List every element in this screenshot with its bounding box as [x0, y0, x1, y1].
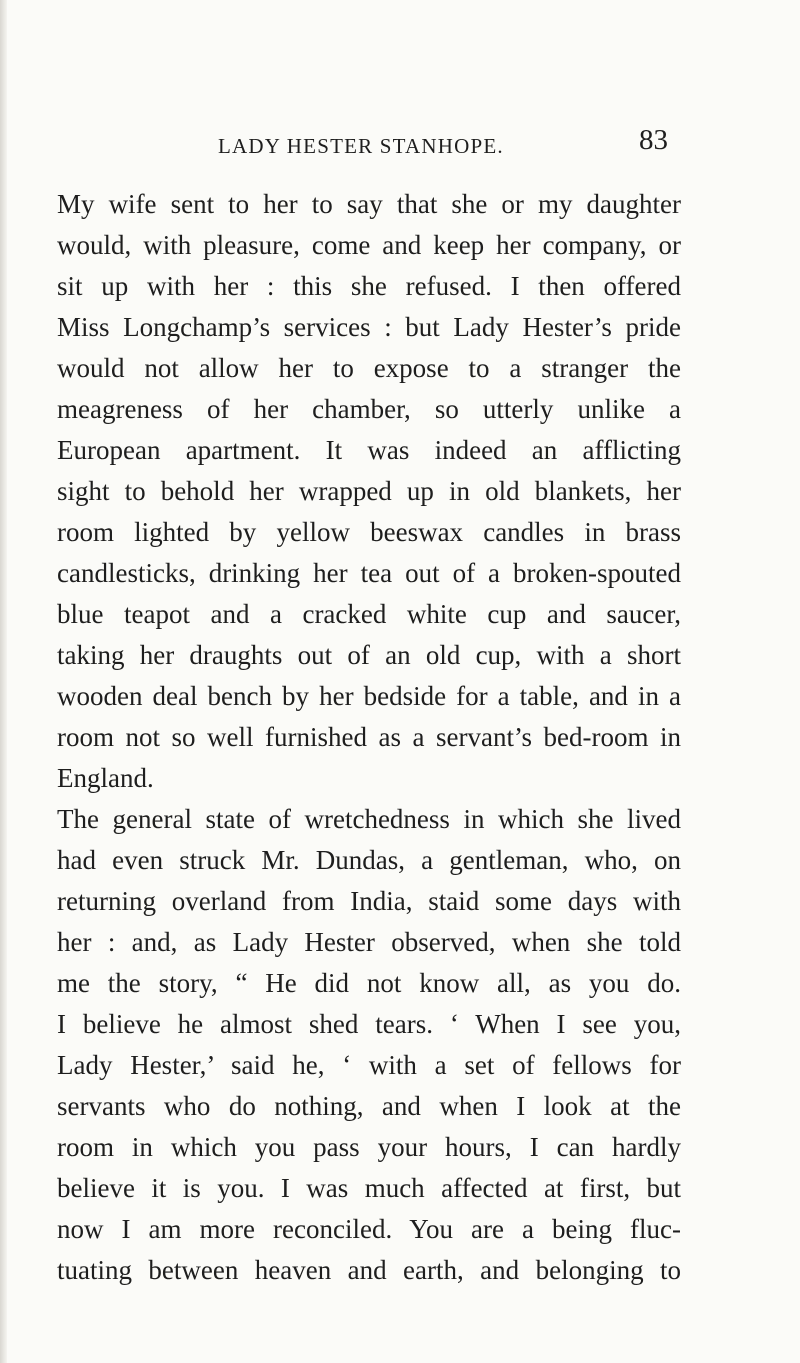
text-line: room not so well furnished as a servant’s bed-room in: [57, 722, 681, 752]
text-line: European apartment. It was indeed an afflicting: [57, 435, 681, 465]
page-number: 83: [639, 124, 668, 156]
text-line: sight to behold her wrapped up in old blankets, her: [57, 476, 681, 506]
text-line: candlesticks, drinking her tea out of a broken-spouted: [57, 558, 681, 588]
text-line: wooden deal bench by her bedside for a table, and in a: [57, 681, 681, 711]
text-line: taking her draughts out of an old cup, with a short: [57, 640, 681, 670]
text-line: blue teapot and a cracked white cup and saucer,: [57, 599, 681, 629]
text-line: Miss Longchamp’s services : but Lady Hester’s pride: [57, 312, 681, 342]
text-line: had even struck Mr. Dundas, a gentleman, who, on: [57, 845, 681, 875]
text-line: returning overland from India, staid some days with: [57, 886, 681, 916]
text-line: England.: [57, 763, 154, 793]
text-line: her : and, as Lady Hester observed, when she told: [57, 927, 681, 957]
running-title: LADY HESTER STANHOPE.: [218, 134, 504, 158]
text-line: sit up with her : this she refused. I then offered: [57, 271, 681, 301]
text-line: I believe he almost shed tears. ‘ When I see you,: [57, 1009, 681, 1039]
page-header: [0, 124, 800, 164]
text-line: room lighted by yellow beeswax candles in brass: [57, 517, 681, 547]
text-line: me the story, “ He did not know all, as you do.: [57, 968, 681, 998]
text-line: tuating between heaven and earth, and belonging to: [57, 1255, 681, 1285]
text-line: The general state of wretchedness in which she lived: [57, 804, 681, 834]
text-line: now I am more reconciled. You are a being fluc-: [57, 1214, 681, 1244]
text-line: would, with pleasure, come and keep her company, or: [57, 230, 681, 260]
text-line: My wife sent to her to say that she or my daughter: [57, 189, 681, 219]
text-line: Lady Hester,’ said he, ‘ with a set of fellows for: [57, 1050, 681, 1080]
text-line: servants who do nothing, and when I look at the: [57, 1091, 681, 1121]
text-line: meagreness of her chamber, so utterly unlike a: [57, 394, 681, 424]
text-line: would not allow her to expose to a stranger the: [57, 353, 681, 383]
text-line: room in which you pass your hours, I can hardly: [57, 1132, 681, 1162]
page-gutter-shadow: [0, 0, 7, 1363]
text-line: believe it is you. I was much affected at first, but: [57, 1173, 681, 1203]
